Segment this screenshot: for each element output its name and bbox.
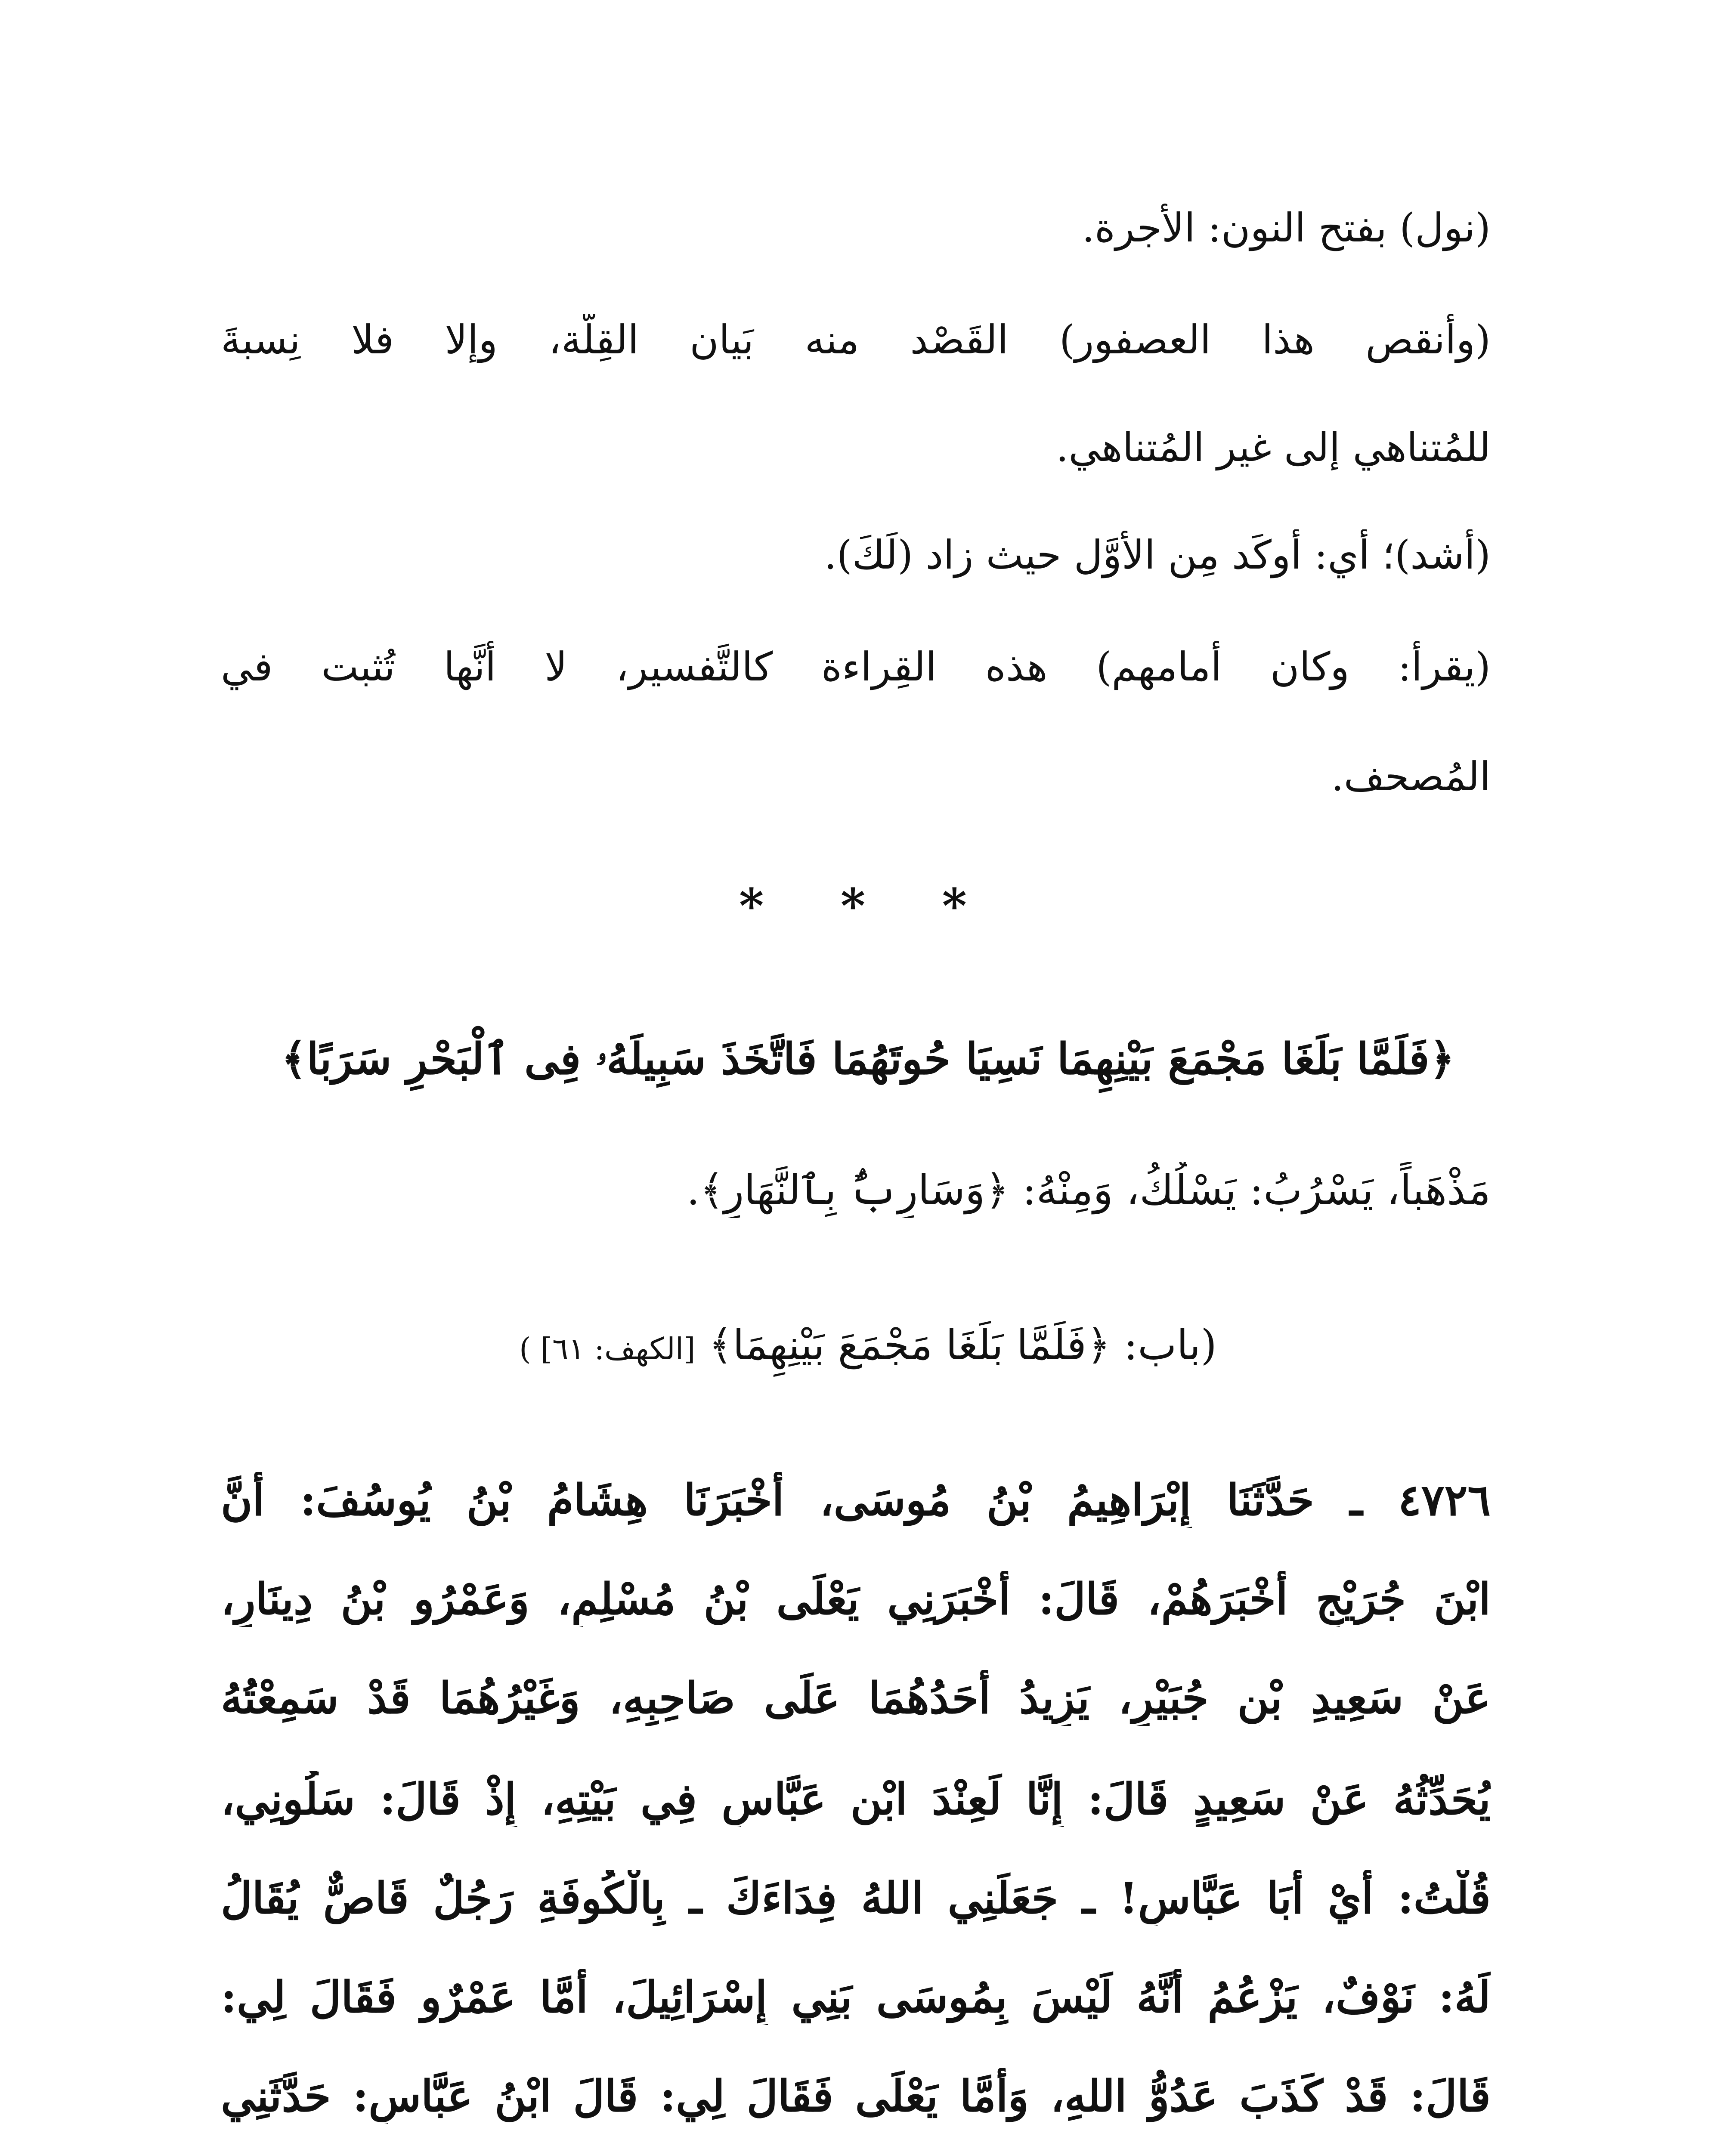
hadith-line-5: قُلْتُ: أَيْ أَبَا عَبَّاسٍ! ـ جَعَلَنِي اللهُ فِدَاءَكَ ـ بِالْكُوفَةِ رَجُلٌ قَاصٌّ يُقَالُ (221, 1873, 1491, 1923)
note-line-6: المُصحف. (1331, 754, 1491, 800)
note-line-1: (نول) بفتح النون: الأُجرة. (1082, 205, 1491, 251)
chapter-title: (باب: ﴿فَلَمَّا بَلَغَا مَجْمَعَ بَيْنِهِمَا﴾ (709, 1321, 1217, 1369)
note-line-4: (أشد)؛ أي: أَوكَد مِن الأَوَّل حيث زاد (لَكَ). (824, 532, 1491, 578)
section-separator: * * * (739, 878, 997, 934)
note-line-5: (يقرأ: وكان أمامهم) هذه القِراءة كالتَّفسير، لا أنَّها تُثبت في (221, 644, 1491, 690)
chapter-reference: [الكهف: ٦١] ) (519, 1331, 696, 1367)
chapter-heading (0, 1317, 1736, 1377)
hadith-line-6: لَهُ: نَوْفٌ، يَزْعُمُ أَنَّهُ لَيْسَ بِمُوسَى بَنِي إِسْرَائِيلَ، أَمَّا عَمْرٌو فَقَالَ لِي: (221, 1972, 1491, 2022)
hadith-line-1: ٤٧٢٦ ـ حَدَّثَنَا إِبْرَاهِيمُ بْنُ مُوسَى، أَخْبَرَنَا هِشَامُ بْنُ يُوسُفَ: أَنَّ (221, 1475, 1491, 1525)
hadith-line-7: قَالَ: قَدْ كَذَبَ عَدُوُّ اللهِ، وَأَمَّا يَعْلَى فَقَالَ لِي: قَالَ ابْنُ عَبَّاسٍ: حَدَّثَنِي (221, 2071, 1491, 2121)
hadith-line-4: يُحَدِّثُهُ عَنْ سَعِيدٍ قَالَ: إِنَّا لَعِنْدَ ابْنِ عَبَّاسٍ فِي بَيْتِهِ، إِذْ قَالَ: سَلُونِي، (221, 1774, 1491, 1824)
note-line-3: للمُتناهي إلى غير المُتناهي. (1056, 424, 1491, 470)
note-line-2: (وأنقص هذا العصفور) القَصْد منه بَيان القِلَّة، وإلا فلا نِسبةَ (221, 317, 1491, 363)
verse-gloss: مَذْهَباً، يَسْرُبُ: يَسْلُكُ، وَمِنْهُ: ﴿وَسَارِبٌۢ بِٱلنَّهَارِ﴾. (687, 1166, 1491, 1214)
hadith-line-2: ابْنَ جُرَيْجٍ أَخْبَرَهُمْ، قَالَ: أَخْبَرَنِي يَعْلَى بْنُ مُسْلِمٍ، وَعَمْرُو بْنُ دِينَارٍ، (221, 1574, 1491, 1624)
quran-verse: ﴿فَلَمَّا بَلَغَا مَجْمَعَ بَيْنِهِمَا نَسِيَا حُوتَهُمَا فَاتَّخَذَ سَبِيلَهُۥ فِى ٱلْبَحْرِ سَرَبًا﴾ (281, 1033, 1455, 1084)
hadith-line-3: عَنْ سَعِيدِ بْنِ جُبَيْرٍ، يَزِيدُ أَحَدُهُمَا عَلَى صَاحِبِهِ، وَغَيْرُهُمَا قَدْ سَمِعْتُهُ (221, 1673, 1491, 1723)
